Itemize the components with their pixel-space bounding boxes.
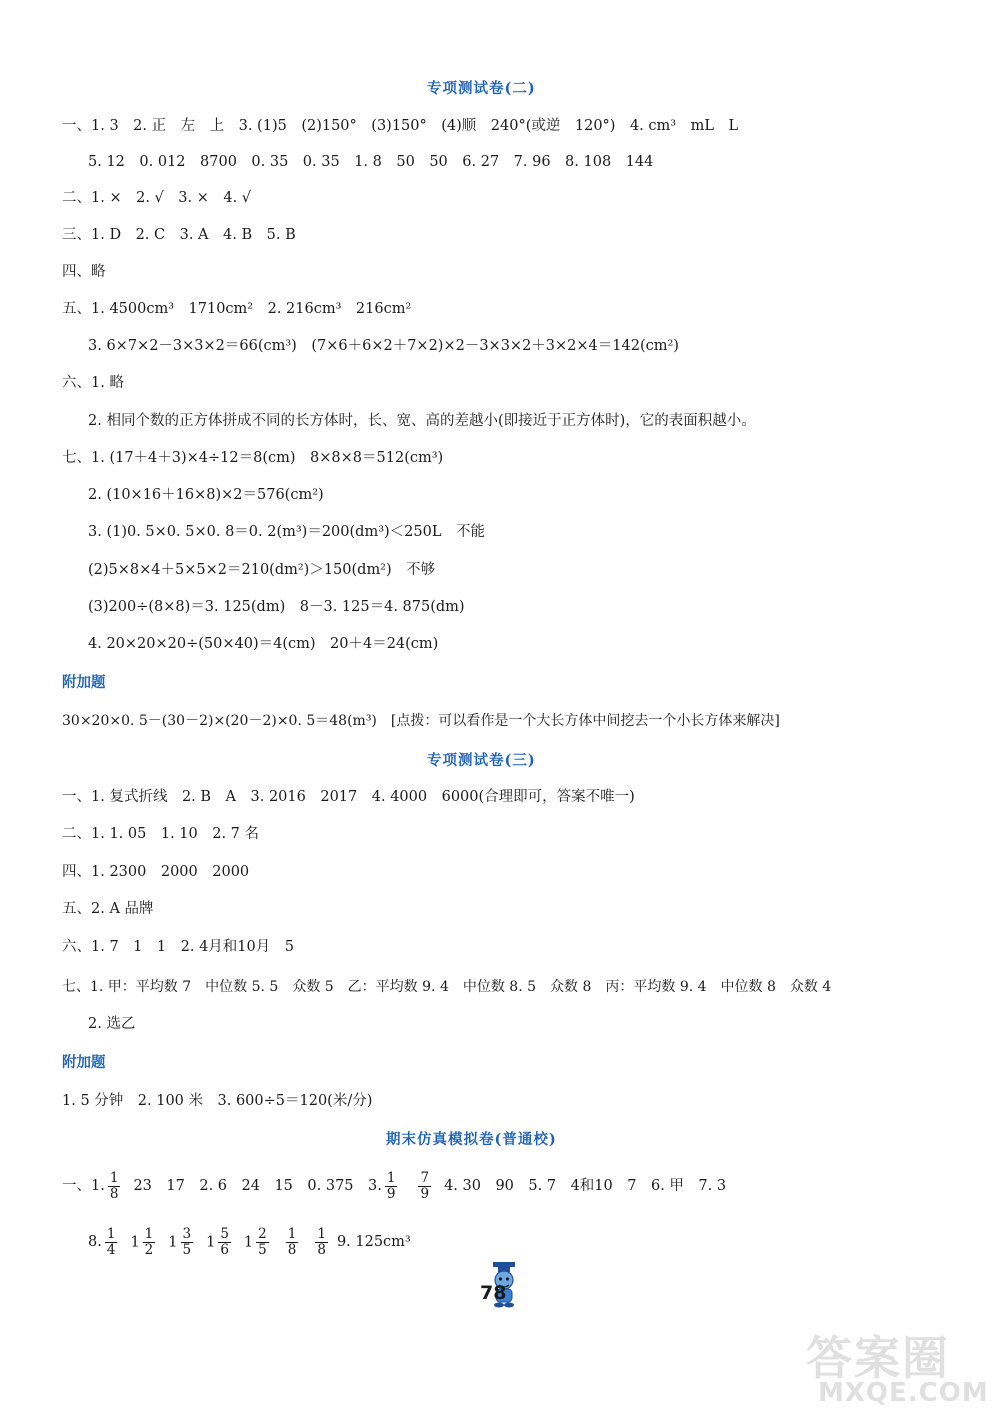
- fraction-denominator: 9: [386, 1185, 396, 1202]
- answer-line: 五、2. A 品牌: [62, 901, 154, 917]
- fraction: [218, 1227, 231, 1258]
- fraction: [105, 1227, 118, 1258]
- answer-text: 9. 125cm³: [336, 1234, 411, 1250]
- fraction: [315, 1227, 328, 1258]
- fraction-numerator: 5: [220, 1225, 229, 1242]
- answer-line-fractions-2: [88, 1222, 411, 1262]
- fraction-denominator: 4: [106, 1241, 116, 1258]
- answer-line: 3. (1)0. 5×0. 5×0. 8＝0. 2(m³)＝200(dm³)＜250L 不能: [88, 524, 485, 540]
- watermark-url: MXQE.COM: [818, 1378, 989, 1408]
- mixed-number: [206, 1227, 234, 1258]
- answer-line: (2)5×8×4＋5×5×2＝210(dm²)＞150(dm²) 不够: [88, 562, 436, 578]
- fraction-denominator: 2: [144, 1241, 154, 1258]
- answer-line: 4. 20×20×20÷(50×40)＝4(cm) 20＋4＝24(cm): [88, 636, 439, 652]
- fraction-numerator: 1: [144, 1225, 154, 1242]
- answer-line: 30×20×0. 5－(30－2)×(20－2)×0. 5＝48(m³) [点拨：可以看作是一个大长方体中间挖去一个小长方体来解决]: [62, 713, 780, 729]
- answer-line: 五、1. 4500cm³ 1710cm² 2. 216cm³ 216cm²: [62, 301, 412, 317]
- answer-text: 一、1.: [62, 1178, 105, 1194]
- watermark-logo: [806, 1322, 989, 1408]
- mixed-whole: 1: [243, 1234, 254, 1250]
- answer-line: 3. 6×7×2－3×3×2＝66(cm³) (7×6＋6×2＋7×2)×2－3×3×2＋3×2×4＝142(cm²): [88, 338, 679, 354]
- answer-line: 2. 选乙: [88, 1016, 136, 1032]
- mixed-number: [130, 1227, 158, 1258]
- fraction-numerator: 3: [182, 1225, 192, 1242]
- answer-line: 5. 12 0. 012 8700 0. 35 0. 35 1. 8 50 50 6. 27 7. 96 8. 108 144: [88, 154, 654, 170]
- fraction-numerator: 1: [287, 1225, 297, 1242]
- fraction-numerator: 1: [317, 1225, 326, 1242]
- mixed-whole: 1: [206, 1234, 216, 1250]
- answer-line: 六、1. 略: [62, 375, 124, 391]
- fraction: [108, 1171, 121, 1202]
- fraction-numerator: 1: [109, 1169, 119, 1186]
- watermark-text: 答案圈: [806, 1331, 950, 1385]
- mixed-number: [168, 1227, 196, 1258]
- fraction-denominator: 9: [420, 1185, 430, 1202]
- bonus-heading: 附加题: [62, 1054, 106, 1071]
- answer-line: 六、1. 7 1 1 2. 4月和10月 5: [62, 939, 294, 955]
- fraction: [181, 1227, 194, 1258]
- answer-text: 23 17 2. 6 24 15 0. 375 3.: [133, 1178, 382, 1194]
- fraction-numerator: 1: [386, 1169, 396, 1186]
- answer-line: 二、1. × 2. √ 3. × 4. √: [62, 190, 252, 206]
- fraction-denominator: 8: [109, 1185, 119, 1202]
- fraction: [143, 1227, 156, 1258]
- answer-line: 1. 5 分钟 2. 100 米 3. 600÷5＝120(米/分): [62, 1093, 373, 1109]
- answer-line: 七、1. 甲：平均数 7 中位数 5. 5 众数 5 乙：平均数 9. 4 中位数 8. 5 众数 8 丙：平均数 9. 4 中位数 8 众数 4: [62, 979, 832, 995]
- answer-line: 2. 相同个数的正方体拼成不同的长方体时，长、宽、高的差越小(即接近于正方体时)，它的表面积越小。: [88, 413, 756, 429]
- mixed-number: [244, 1227, 272, 1258]
- answer-line: 一、1. 复式折线 2. B A 3. 2016 2017 4. 4000 6000(合理即可，答案不唯一): [62, 789, 635, 805]
- fraction-numerator: 1: [106, 1225, 116, 1242]
- mixed-whole: 1: [130, 1234, 140, 1250]
- answer-line: 四、1. 2300 2000 2000: [62, 864, 250, 880]
- fraction-denominator: 8: [317, 1241, 326, 1258]
- fraction: [256, 1227, 269, 1258]
- answer-text: 4. 30 90 5. 7 4和10 7 6. 甲 7. 3: [444, 1178, 727, 1194]
- fraction-denominator: 5: [182, 1241, 192, 1258]
- answer-text: 8.: [88, 1234, 102, 1250]
- fraction-numerator: 2: [258, 1225, 267, 1242]
- bonus-heading: 附加题: [62, 674, 106, 691]
- answer-line: 一、1. 3 2. 正 左 上 3. (1)5 (2)150° (3)150° (4)顺 240°(或逆 120°) 4. cm³ mL L: [62, 118, 739, 134]
- fraction-numerator: 7: [420, 1169, 430, 1186]
- mixed-whole: 1: [168, 1234, 178, 1250]
- fraction-denominator: 8: [287, 1241, 297, 1258]
- answer-line-fractions-1: [62, 1166, 726, 1206]
- answer-line: 二、1. 1. 05 1. 10 2. 7 名: [62, 826, 260, 842]
- answer-line: 2. (10×16＋16×8)×2＝576(cm²): [88, 487, 324, 503]
- answer-line: 七、1. (17＋4＋3)×4÷12＝8(cm) 8×8×8＝512(cm³): [62, 450, 444, 466]
- fraction: [286, 1227, 299, 1258]
- answer-line: 四、略: [62, 264, 106, 280]
- fraction-denominator: 5: [258, 1241, 267, 1258]
- section-title-final-exam: 期末仿真模拟卷(普通校): [386, 1131, 557, 1148]
- section-title-test-2: 专项测试卷(二): [427, 80, 536, 97]
- answer-line: 三、1. D 2. C 3. A 4. B 5. B: [62, 227, 296, 243]
- answer-line: (3)200÷(8×8)＝3. 125(dm) 8－3. 125＝4. 875(dm): [88, 599, 465, 615]
- fraction: [385, 1171, 398, 1202]
- fraction-denominator: 6: [220, 1241, 229, 1258]
- page-number: 78: [480, 1282, 507, 1304]
- section-title-test-3: 专项测试卷(三): [427, 752, 536, 769]
- fraction: [418, 1171, 431, 1202]
